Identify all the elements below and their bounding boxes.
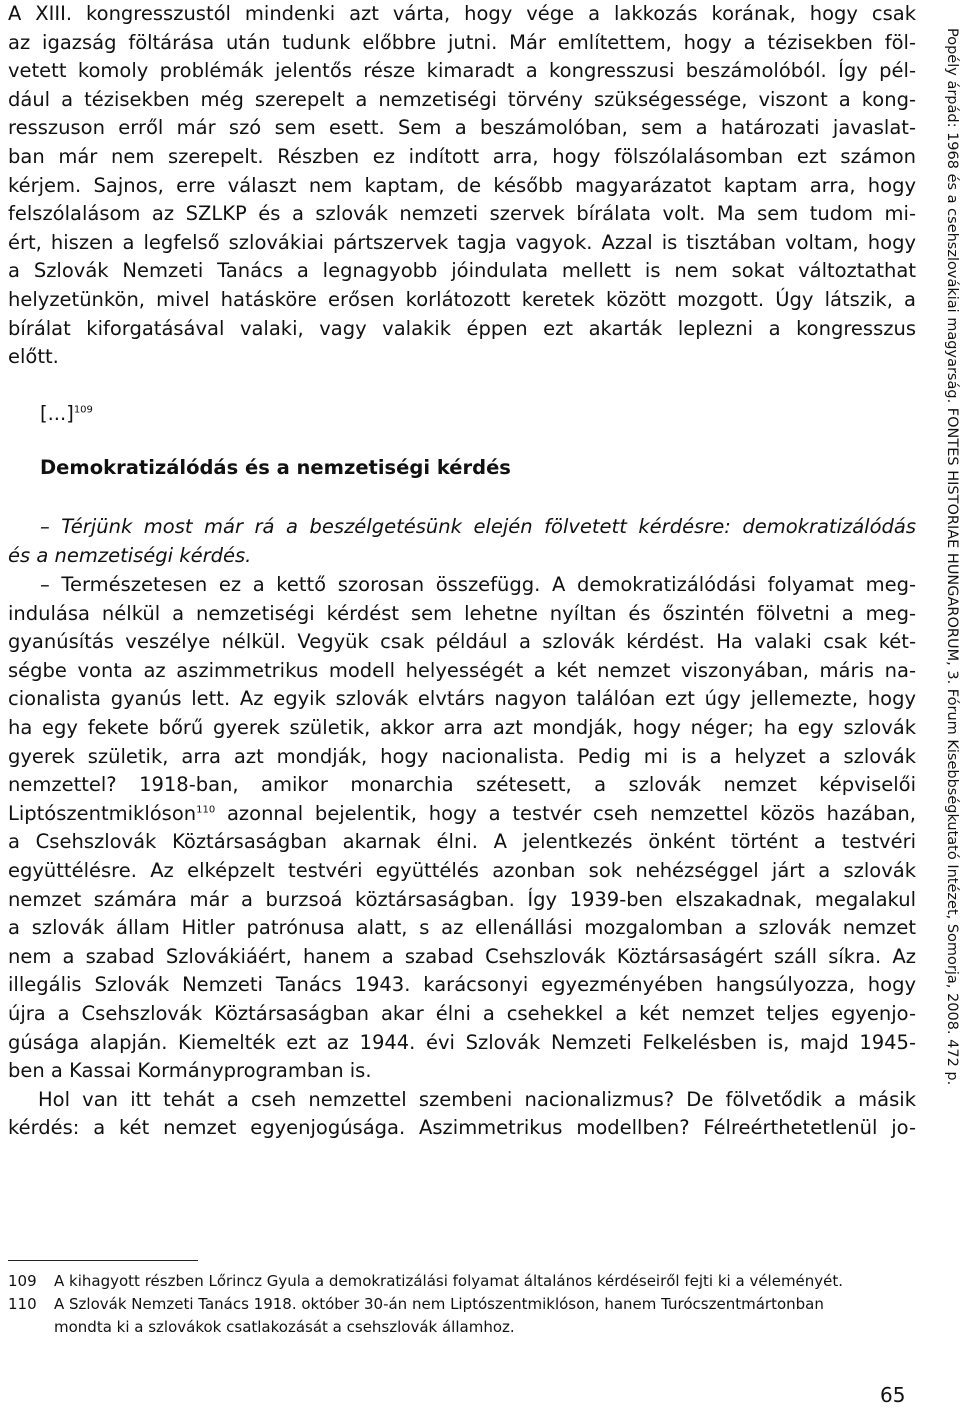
- text-line: dául a tézisekben még szerepelt a nemzetiségi törvény szükségessége, viszont a kong-: [8, 87, 916, 111]
- text-line: nemzettel? 1918-ban, amikor monarchia szétesett, a szlovák nemzet képviselői: [8, 773, 916, 797]
- text-line: ért, hiszen a legfelső szlovákiai pártszervek tagja vagyok. Azzal is tisztában voltam, hogy: [8, 230, 916, 254]
- side-citation: [942, 28, 960, 1128]
- text-line: és a nemzetiségi kérdés.: [8, 543, 252, 567]
- footnote-ref[interactable]: 109: [73, 404, 93, 416]
- footnote-divider: [8, 1260, 198, 1261]
- text-line: vetett komoly problémák jelentős része kimaradt a kongresszusi beszámolóból. Így pél-: [8, 59, 916, 83]
- text-line: A XIII. kongresszustól mindenki azt várta, hogy vége a lakkozás korának, hogy csak: [8, 2, 916, 25]
- text-line: – Térjünk most már rá a beszélgetésünk elején fölvetett kérdésre: demokratizálódás: [40, 515, 916, 538]
- text-line: újra a Csehszlovák Köztársaságban akar élni a csehekkel a két nemzet teljes egyenjo-: [8, 1001, 916, 1025]
- text-line: felszólalásom az SZLKP és a szlovák nemzeti szervek bírálata volt. Ma sem tudom mi-: [8, 202, 916, 226]
- citation-text: Popély árpád: 1968 és a csehszlovákiai magyarság. FONTES HISTORIAE HUNGARORUM, 3. Fórum Kisebbségkutató Intézet, Somorja, 2008. 472 p.: [944, 28, 960, 1086]
- footnote-number: 110: [8, 1295, 37, 1313]
- omission-marker: [40, 402, 93, 425]
- footnote-ref[interactable]: 110: [196, 804, 216, 816]
- text-line: nem a szabad Szlovákiáért, hanem a szabad Csehszlovák Köztársaságért száll síkra. Az: [8, 944, 916, 968]
- footnote-109: [8, 1270, 928, 1293]
- text-line: kérdés: a két nemzet egyenjogúsága. Aszimmetrikus modellben? Félreérthetetlenül jo-: [8, 1116, 916, 1140]
- text-line: cionalista gyanús lett. Az egyik szlovák elvtárs nagyon találóan ezt úgy jellemezte, hogy: [8, 687, 916, 711]
- text-line: ben a Kassai Kormányprogramban is.: [8, 1059, 372, 1083]
- text-line: ségbe vonta az aszimmetrikus modell helyességét a két nemzet viszonyában, máris na-: [8, 658, 916, 682]
- intro-paragraph: [8, 0, 916, 372]
- text-line: – Természetesen ez a kettő szorosan összefügg. A demokratizálódási folyamat meg-: [40, 573, 916, 596]
- footnote-text-continued: mondta ki a szlovákok csatlakozását a csehszlovák államhoz.: [54, 1318, 515, 1336]
- footnote-number: 109: [8, 1272, 37, 1290]
- text-line: együttélésre. Az elképzelt testvéri együttélés azonban sok nehézséggel járt a szlovák: [8, 858, 916, 882]
- text-line: [8, 800, 916, 829]
- text-line: a Csehszlovák Köztársaságban akarnak élni. A jelentkezés önként történt a testvéri: [8, 830, 916, 854]
- text-line: resszuson erről már szó sem esett. Sem a beszámolóban, sem a határozati javaslat-: [8, 116, 916, 140]
- text-line: Hol van itt tehát a cseh nemzettel szembeni nacionalizmus? De fölvetődik a másik: [38, 1087, 916, 1111]
- footnote-110: [8, 1293, 928, 1339]
- section-heading: Demokratizálódás és a nemzetiségi kérdés: [40, 456, 511, 479]
- text-line: előtt.: [8, 345, 59, 369]
- answer-paragraph: [8, 571, 916, 1143]
- text-line: nemzet számára már a burzsoá köztársaságban. Így 1939-ben elszakadnak, megalakul: [8, 887, 916, 911]
- text-line: gyanúsítás veszélye nélkül. Vegyük csak például a szlovák kérdést. Ha valaki csak két-: [8, 630, 916, 654]
- text-line: gúsága alapján. Kiemelték ezt az 1944. évi Szlovák Nemzeti Felkelésben is, majd 1945-: [8, 1030, 916, 1054]
- text-line: indulása nélkül a nemzetiségi kérdést sem lehetne nyíltan és őszintén fölvetni a meg-: [8, 601, 916, 625]
- page-number: 65: [880, 1383, 906, 1407]
- text-line: a szlovák állam Hitler patrónusa alatt, s az ellenállási mozgalomban a szlovák nemzet: [8, 916, 916, 940]
- ellipsis-text: [...]: [40, 402, 74, 425]
- question-paragraph: [8, 513, 916, 570]
- text-line: gyerek születik, arra azt mondják, hogy nacionalista. Pedig mi is a helyzet a szlovák: [8, 744, 916, 768]
- footnote-text: A Szlovák Nemzeti Tanács 1918. október 30-án nem Liptószentmiklóson, hanem Turócszentmártonban: [54, 1295, 824, 1313]
- text-line: helyzetünkön, mivel hatásköre erősen korlátozott keretek között mozgott. Úgy látszik, a: [8, 287, 916, 311]
- text-line: kérjem. Sajnos, erre választ nem kaptam, de később magyarázatot kaptam arra, hogy: [8, 173, 916, 197]
- text-line: bírálat kiforgatásával valaki, vagy valakik éppen ezt akarták leplezni a kongresszus: [8, 316, 916, 340]
- text-line: illegális Szlovák Nemzeti Tanács 1943. karácsonyi egyezményében hangsúlyozza, hogy: [8, 973, 916, 997]
- text-line: ban már nem szerepelt. Részben ez indított arra, hogy fölszólalásomban ezt számon: [8, 144, 916, 168]
- text-fragment: Liptószentmiklóson: [8, 801, 197, 825]
- text-line: ha egy fekete bőrű gyerek születik, akkor arra azt mondják, hogy néger; ha egy szlovák: [8, 715, 916, 739]
- text-fragment: azonnal bejelentik, hogy a testvér cseh nemzettel közös hazában,: [215, 801, 916, 825]
- text-line: az igazság föltárása után tudunk előbbre jutni. Már említettem, hogy a tézisekben föl-: [8, 30, 916, 54]
- text-line: a Szlovák Nemzeti Tanács a legnagyobb jóindulata mellett is nem sokat változtathat: [8, 259, 916, 283]
- footnote-text: A kihagyott részben Lőrincz Gyula a demokratizálási folyamat általános kérdéseiről fejti ki a véleményét.: [54, 1272, 844, 1290]
